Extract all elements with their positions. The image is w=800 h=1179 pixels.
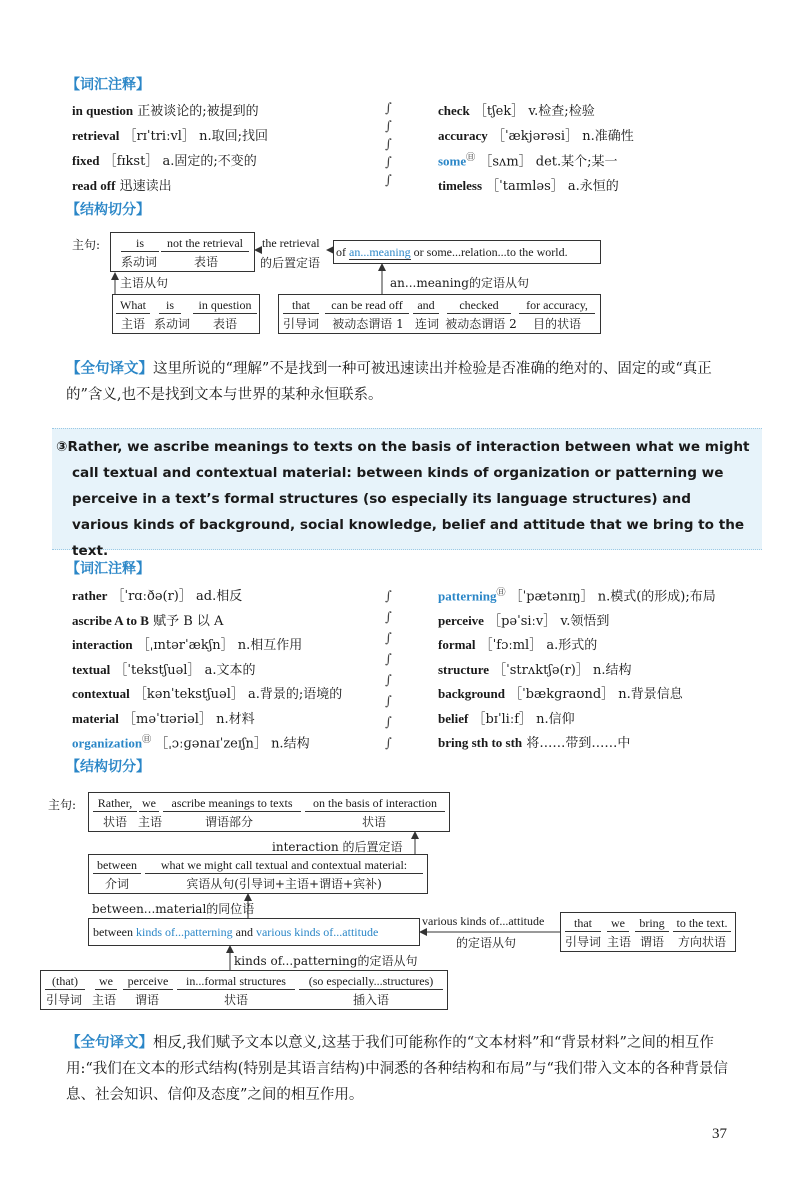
- vocab-definition: a.固定的;不变的: [162, 154, 257, 169]
- vocab-definition: n.材料: [216, 711, 255, 727]
- vocab2-left-item: [72, 708, 255, 727]
- vocab2-right-item: [438, 683, 683, 702]
- vocab-heading-1: 【词汇注释】: [66, 77, 150, 93]
- vocab-phonetic: ［ˈækjərəsi］: [487, 129, 583, 144]
- high-frequency-badge-icon: ㊐: [466, 153, 476, 163]
- or-some-relation: or some...relation...to the world.: [410, 245, 568, 259]
- vocab-definition: ad.相反: [196, 589, 243, 604]
- kinds-clause-zh: kinds of...patterning的定语从句: [234, 954, 418, 968]
- vocab-word: in question: [72, 103, 134, 118]
- vocab-word: read off: [72, 178, 116, 193]
- appositive-zh: between...material的同位语: [92, 902, 255, 916]
- label-adverbial-2: 状语: [361, 815, 386, 829]
- structure-heading-2: 【结构切分】: [66, 759, 150, 775]
- vocab-definition: n.结构: [593, 662, 632, 678]
- word-bring: bring: [635, 916, 669, 932]
- vocab2-left-item: [72, 683, 342, 702]
- interaction-attr-zh: interaction 的后置定语: [272, 840, 403, 854]
- vocab-definition: det.某个;某一: [535, 154, 618, 170]
- vocab-definition: a.永恒的: [567, 179, 619, 194]
- vocab2-left-item: [72, 659, 255, 678]
- word-what: What: [116, 298, 150, 314]
- vocab-definition: a.背景的;语境的: [248, 687, 343, 702]
- label-predicate: 谓语: [639, 935, 664, 949]
- translation-1: [66, 356, 746, 408]
- label-introducer-3: 引导词: [45, 993, 82, 1007]
- vocab2-left-item: [72, 732, 310, 751]
- vocab2-right-item: [438, 610, 609, 629]
- vocab-heading-2: 【词汇注释】: [66, 561, 150, 577]
- vocab-word: some: [438, 153, 467, 169]
- kinds-of-patterning-highlight: kinds of...patterning: [135, 925, 233, 939]
- main-clause-label: 主句:: [72, 238, 101, 252]
- vocab-word: contextual: [72, 686, 130, 701]
- vocab2-left-item: [72, 634, 302, 653]
- label-predicative: 表语: [193, 255, 218, 269]
- word-checked: checked: [447, 298, 511, 314]
- label-predicate-part: 谓语部分: [204, 815, 253, 829]
- vocab2-left-item: [72, 585, 242, 604]
- vocab-definition: v.检查;检验: [528, 104, 595, 119]
- vocab-word: background: [438, 686, 505, 701]
- label-subject-4: 主语: [91, 993, 116, 1007]
- word-so-especially: (so especially...structures): [299, 974, 443, 990]
- translation-text-1: 这里所说的“理解”不是找到一种可被迅速读出并检验是否准确的绝对的、固定的或“真正的”含义,也不是找到文本与世界的某种永恒联系。: [66, 361, 712, 403]
- word-that: that: [283, 298, 319, 314]
- translation-2: [66, 1030, 746, 1108]
- main-clause-label-2: 主句:: [48, 798, 77, 812]
- label-linking-verb-2: 系动词: [153, 317, 190, 331]
- label-object-clause: 宾语从句(引导词+主语+谓语+宾补): [186, 877, 382, 891]
- vocab-phonetic: ［bɪˈliːf］: [468, 711, 537, 727]
- word-ascribe: ascribe meanings to texts: [163, 796, 301, 812]
- label-introducer: 引导词: [282, 317, 319, 331]
- vocab-word: organization: [72, 735, 143, 751]
- vocab-definition: 将……带到……中: [526, 736, 631, 751]
- label-preposition: 介词: [104, 877, 129, 891]
- vocab-definition: n.取回;找回: [199, 129, 268, 144]
- vocab-word: bring sth to sth: [438, 735, 523, 750]
- vocab-phonetic: ［tʃek］: [469, 104, 529, 119]
- vocab-phonetic: ［sʌm］: [475, 154, 536, 170]
- label-predicative-2: 表语: [212, 317, 237, 331]
- various-label-zh: 的定语从句: [456, 936, 517, 950]
- word-we-3: we: [95, 974, 117, 990]
- vocab-definition: n.结构: [271, 736, 310, 752]
- vocab2-right-item: [438, 585, 716, 604]
- label-purpose-adverbial: 目的状语: [532, 317, 581, 331]
- vocab-definition: n.背景信息: [618, 687, 683, 702]
- vocab-phonetic: ［kənˈtekstʃuəl］: [129, 687, 249, 702]
- vocab-phonetic: ［ˈtekstʃuəl］: [110, 662, 205, 678]
- vocab-phonetic: ［məˈtɪəriəl］: [118, 711, 217, 727]
- word-that-3: (that): [45, 974, 85, 990]
- vocab-definition: a.文本的: [204, 662, 256, 678]
- label-subject-3: 主语: [606, 935, 631, 949]
- vocab-phonetic: ［pəˈsiːv］: [483, 613, 561, 629]
- word-what-we-might-call: what we might call textual and contextual material:: [145, 858, 423, 874]
- word-in-question: in question: [193, 298, 257, 314]
- label-parenthesis: 插入语: [352, 993, 389, 1007]
- vocab-phonetic: ［ˌɔːɡənaɪˈzeɪʃn］: [151, 736, 272, 752]
- the-retrieval-label: the retrieval: [262, 236, 320, 250]
- sentence-number: ③: [56, 439, 68, 455]
- vocab-word: interaction: [72, 637, 133, 652]
- word-is-2: is: [159, 298, 181, 314]
- high-frequency-badge-icon: ㊐: [142, 735, 152, 745]
- label-direction-adverbial: 方向状语: [677, 935, 726, 949]
- vocab-phonetic: ［ˈbækɡraʊnd］: [504, 687, 619, 702]
- diagram2-arrows: [0, 780, 800, 1020]
- vocab-phonetic: ［ˌɪntərˈækʃn］: [132, 638, 238, 653]
- vocab-word: ascribe A to B: [72, 612, 149, 628]
- vocab-word: perceive: [438, 612, 484, 628]
- label-passive-pred-1: 被动态谓语 1: [332, 317, 404, 331]
- vocab-definition: 迅速读出: [119, 179, 172, 194]
- vocab-definition: n.准确性: [582, 129, 634, 144]
- vocab-word: fixed: [72, 153, 100, 168]
- various-label: various kinds of...attitude: [422, 914, 545, 928]
- vocab-definition: n.信仰: [536, 711, 575, 727]
- between-2: between: [93, 925, 136, 939]
- word-can-be-read-off: can be read off: [325, 298, 409, 314]
- column-separator-2: ∫ ∫ ∫ ∫ ∫ ∫ ∫ ∫: [385, 589, 392, 751]
- vocab-phonetic: ［rɪˈtriːvl］: [119, 129, 200, 144]
- label-adverbial-3: 状语: [223, 993, 248, 1007]
- vocab2-right-item: [438, 732, 630, 751]
- vocab-definition: 正被谈论的;被提到的: [137, 104, 259, 119]
- vocab-phonetic: ［ˈfɔːml］: [475, 638, 547, 653]
- vocab2-right-item: [438, 708, 575, 727]
- label-adverbial: 状语: [102, 815, 127, 829]
- label-conjunction: 连词: [414, 317, 439, 331]
- vocab-definition: n.模式(的形成);布局: [597, 589, 716, 605]
- label-linking-verb: 系动词: [120, 255, 157, 269]
- vocab-word: check: [438, 103, 470, 118]
- vocab2-left-item: [72, 610, 223, 629]
- translation-label-2: 【全句译文】: [66, 1035, 153, 1051]
- label-subject: 主语: [120, 317, 145, 331]
- vocab-word: accuracy: [438, 128, 488, 143]
- diagram1-arrows: [0, 0, 800, 340]
- and-2: and: [232, 925, 256, 939]
- vocab2-right-item: [438, 659, 632, 678]
- meaning-clause-zh: an...meaning的定语从句: [390, 276, 529, 290]
- vocab-phonetic: ［ˈrɑːðə(r)］: [107, 589, 197, 604]
- vocab-definition: v.领悟到: [560, 613, 610, 629]
- vocab-word: material: [72, 710, 119, 726]
- vocab-word: formal: [438, 637, 476, 652]
- word-perceive: perceive: [123, 974, 173, 990]
- word-we-2: we: [607, 916, 629, 932]
- vocab-phonetic: ［fɪkst］: [99, 154, 163, 169]
- translation-label-1: 【全句译文】: [66, 361, 153, 377]
- label-introducer-2: 引导词: [564, 935, 601, 949]
- word-between: between: [93, 858, 141, 874]
- word-and: and: [413, 298, 439, 314]
- vocab-word: structure: [438, 661, 490, 677]
- label-predicate-2: 谓语: [134, 993, 159, 1007]
- word-in-formal-structures: in...formal structures: [177, 974, 295, 990]
- an-meaning-highlight: an...meaning: [349, 245, 411, 259]
- sentence-3: [56, 434, 752, 564]
- vocab-word: rather: [72, 588, 108, 603]
- word-we: we: [139, 796, 159, 812]
- vocab-definition: n.相互作用: [237, 638, 303, 653]
- vocab-definition: 赋予 B 以 A: [153, 613, 224, 629]
- word-not-the-retrieval: not the retrieval: [161, 236, 249, 252]
- vocab-phonetic: ［ˈpætənɪŋ］: [505, 589, 598, 605]
- of-word: of: [336, 245, 349, 259]
- label-subject-2: 主语: [137, 815, 162, 829]
- column-separator-1: ∫ ∫ ∫ ∫ ∫: [385, 101, 392, 188]
- vocab-phonetic: ［ˈstrʌktʃə(r)］: [489, 662, 594, 678]
- translation-text-2: 相反,我们赋予文本以意义,这基于我们可能称作的“文本材料”和“背景材料”之间的相互作用:“我们在文本的形式结构(特别是其语言结构)中洞悉的各种结构和布局”与“我们带入文本的各种背景信息、社会知识、信仰及态度”之间的相互作用。: [66, 1035, 728, 1103]
- vocab-word: textual: [72, 661, 111, 677]
- word-on-the-basis: on the basis of interaction: [305, 796, 445, 812]
- word-for-accuracy: for accuracy,: [519, 298, 595, 314]
- label-passive-pred-2: 被动态谓语 2: [445, 317, 517, 331]
- word-rather: Rather,: [93, 796, 137, 812]
- subject-clause-zh: 主语从句: [120, 276, 169, 290]
- word-is: is: [121, 236, 159, 252]
- word-to-the-text: to the text.: [673, 916, 731, 932]
- word-that-2: that: [565, 916, 601, 932]
- vocab-word: retrieval: [72, 128, 120, 143]
- vocab2-right-item: [438, 634, 597, 653]
- high-frequency-badge-icon: ㊐: [496, 588, 506, 598]
- vocab-word: belief: [438, 710, 469, 726]
- vocab-word: patterning: [438, 588, 497, 604]
- the-retrieval-zh: 的后置定语: [260, 256, 321, 270]
- vocab-word: timeless: [438, 178, 483, 193]
- various-kinds-highlight: various kinds of...attitude: [255, 925, 379, 939]
- sentence-text: Rather, we ascribe meanings to texts on the basis of interaction between what we might call textual and contextual material: between kinds of organization or patterning we perceive in a text’s formal structures (so especially its language structures) and various kinds of background, social knowledge, belief and attitude that we bring to the text.: [67, 439, 750, 559]
- vocab-definition: a.形式的: [546, 638, 598, 653]
- page-number: 37: [712, 1126, 727, 1142]
- vocab-phonetic: ［ˈtaɪmləs］: [482, 179, 568, 194]
- structure-heading-1: 【结构切分】: [66, 202, 150, 218]
